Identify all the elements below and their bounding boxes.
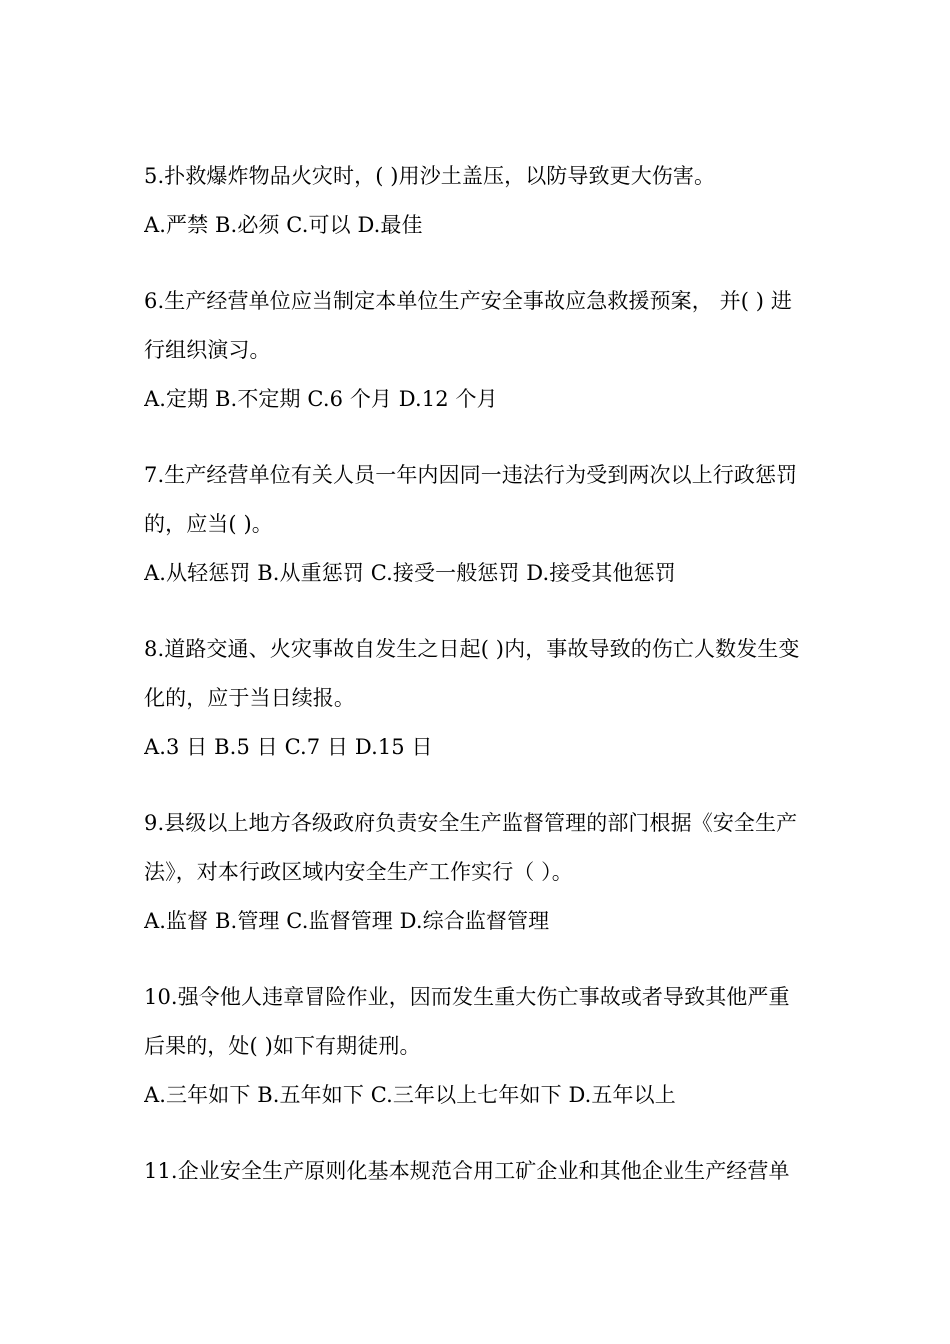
question-options: A.从轻惩罚 B.从重惩罚 C.接受一般惩罚 D.接受其他惩罚 [144,561,676,585]
question-options: A.三年如下 B.五年如下 C.三年以上七年如下 D.五年以上 [144,1083,676,1107]
question-text: 5.扑救爆炸物品火灾时，( )用沙土盖压，以防导致更大伤害。 [144,164,716,188]
question-text: 化的，应于当日续报。 [144,686,355,710]
question-text: 8.道路交通、火灾事故自发生之日起( )内，事故导致的伤亡人数发生变 [144,637,800,661]
question-11 [144,1156,814,1186]
question-text: 行组织演习。 [144,338,271,362]
question-options: A.严禁 B.必须 C.可以 D.最佳 [144,213,423,237]
question-text: 9.县级以上地方各级政府负责安全生产监督管理的部门根据《安全生产 [144,811,798,835]
question-8 [144,634,814,762]
question-options: A.定期 B.不定期 C.6 个月 D.12 个月 [144,387,498,411]
question-text: 后果的，处( )如下有期徒刑。 [144,1034,421,1058]
question-text: 法》，对本行政区域内安全生产工作实行（ ）。 [144,860,573,884]
question-text: 11.企业安全生产原则化基本规范合用工矿企业和其他企业生产经营单 [144,1159,790,1183]
question-text: 的，应当( )。 [144,512,273,536]
question-text: 6.生产经营单位应当制定本单位生产安全事故应急救援预案， 并( ) 进 [144,289,792,313]
question-options: A.3 日 B.5 日 C.7 日 D.15 日 [144,735,433,759]
question-6 [144,286,814,414]
question-text: 10.强令他人违章冒险作业，因而发生重大伤亡事故或者导致其他严重 [144,985,790,1009]
question-options: A.监督 B.管理 C.监督管理 D.综合监督管理 [144,909,550,933]
question-9 [144,808,814,936]
question-5 [144,161,814,240]
question-7 [144,460,814,588]
question-text: 7.生产经营单位有关人员一年内因同一违法行为受到两次以上行政惩罚 [144,463,798,487]
question-10 [144,982,814,1110]
